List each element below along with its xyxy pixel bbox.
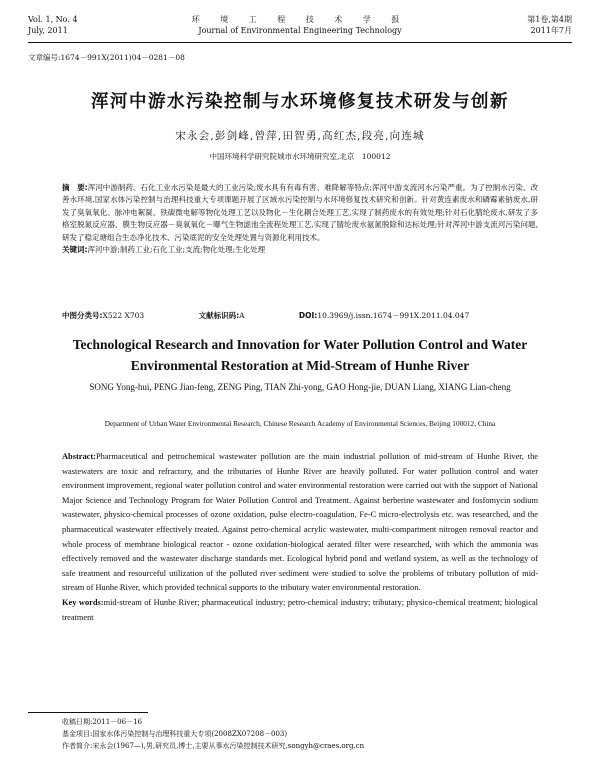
doi-label: DOI: [298,311,318,320]
received-date: 收稿日期:2011－06－16 [62,718,142,726]
title-en: Technological Research and Innovation for Water Pollution Control and Water Environmental Restoration at Mid-Stream of Hunhe River [72,337,528,373]
classification-line [62,310,538,321]
keywords-label-en: Key words: [62,597,104,607]
author-bio: 作者简介:宋永会(1967—),男,研究员,博士,主要从事水污染控制技术研究,songyh@craes.org.cn [62,742,365,750]
volume-number: Vol. 1, No. 4 [28,15,78,24]
volume-issue-cn: 第1卷,第4期 [527,15,572,24]
issue-info-cn [527,14,572,36]
clc-label: 中图分类号: [62,311,103,320]
volume-info [28,14,78,36]
title-cn: 浑河中游水污染控制与水环境修复技术研发与创新 [91,92,509,112]
doi [299,311,495,320]
abstract-label-en: Abstract: [62,452,96,461]
running-header [28,14,572,44]
footnote-rule [28,712,148,713]
clc-value: X522 X703 [102,311,145,320]
abstract-en [62,450,538,625]
journal-name [178,14,422,36]
keywords-label-cn: 关键词: [62,245,88,255]
authors-en: SONG Yong-hui, PENG Jian-feng, ZENG Ping, TIAN Zhi-yong, GAO Hong-jie, DUAN Liang, XIANG Lian-cheng [89,382,511,392]
clc-code [62,311,170,320]
affiliation-cn: 中国环境科学研究院城市水环境研究室,北京 100012 [209,152,391,161]
doi-value: 10.3969/j.issn.1674－991X.2011.04.047 [317,311,470,320]
fund-info: 基金项目:国家水体污染控制与治理科技重大专项(2008ZX07208－003) [62,730,288,738]
article-number: 文章编号:1674－991X(2011)04－0281－08 [28,53,185,62]
footnotes [62,716,542,752]
header-rule [28,42,572,43]
keywords-text-cn: 浑河中游;制药工业;石化工业;支流;物化处理;生化处理 [87,245,266,255]
doc-code [199,311,271,320]
abstract-text-cn: 浑河中游制药、石化工业水污染是最大的工业污染,废水具有有毒有害、难降解等特点;浑河中游支流河水污染严重。为了控制水污染、改善水环境,国家水体污染控制与治理科技重大专项课题开展了区域水污染控制与水环境修复技术研究和创新。针对黄连素废水和磷霉素钠废水,研发了臭氧氧化、脉冲电絮凝、铁碳微电解等物化处理工艺以及物化－生化耦合处理工艺,实现了制药废水的有效处理;针对石化腈纶废水,研发了多格室脱氮反应器、膜生物反应器－臭氧氧化－曝气生物滤池全流程处理工艺,实现了腈纶废水氨氮脱除和达标处理;针对浑河中游支流河污染问题,研发了稳定塘组合生态净化技术、污染底泥的安全处理处置与资源化利用技术。 [62,183,538,242]
issue-date-cn: 2011年7月 [530,26,572,35]
abstract-label-cn: 摘 要: [62,183,88,192]
abstract-text-en: Pharmaceutical and petrochemical wastewater pollution are the main industrial pollution of mid-stream of Hunhe River, the wastewaters are toxic and refractory, and the tributaries of Hunhe River are heavily polluted. For water pollution control and water environment improvement, regional water pollution control and water environmental restoration were carried out with the support of National Major Science and Technology Program for Water Pollution Control and Treatment. Against berberine wastewater and fosfomycin sodium wastewater, physico-chemical processes of ozone oxidation, pulse electro-coagulation, Fe-C micro-electrolysis etc. was researched, and the pharmaceutical wastewater effectively treated. Against petro-chemical acrylic wastewater, multi-compartment nitrogen removal reactor and whole process of membrane biological reactor - ozone oxidation-biological aerated filter were researched, with which the ammonia was effectively removed and the wastewater discharge standards met. Ecological hybrid pond and wetland system, as well as the technology of safe treatment and resourceful utilization of the polluted river sediment were studied to solve the problems of tributary pollution of mid-stream of Hunhe River, which provided technical supports to the tributary water environmental restoration. [62,452,538,593]
abstract-cn [62,182,538,256]
authors-cn: 宋永会,彭剑峰,曾萍,田智勇,高红杰,段亮,向连城 [175,130,425,142]
doc-value: A [239,311,245,320]
doc-label: 文献标识码: [198,311,240,320]
journal-name-cn: 环 境 工 程 技 术 学 报 [191,15,409,24]
affiliation-en: Department of Urban Water Environmental Research, Chinese Research Academy of Environmental Sciences, Beijing 100012, China [104,419,496,428]
journal-name-en: Journal of Environmental Engineering Technology [198,26,402,35]
keywords-text-en: mid-stream of Hunhe River; pharmaceutical industry; petro-chemical industry; tributary; physico-chemical treatment; biological treatment [62,597,539,622]
issue-date-en: July, 2011 [28,26,68,35]
